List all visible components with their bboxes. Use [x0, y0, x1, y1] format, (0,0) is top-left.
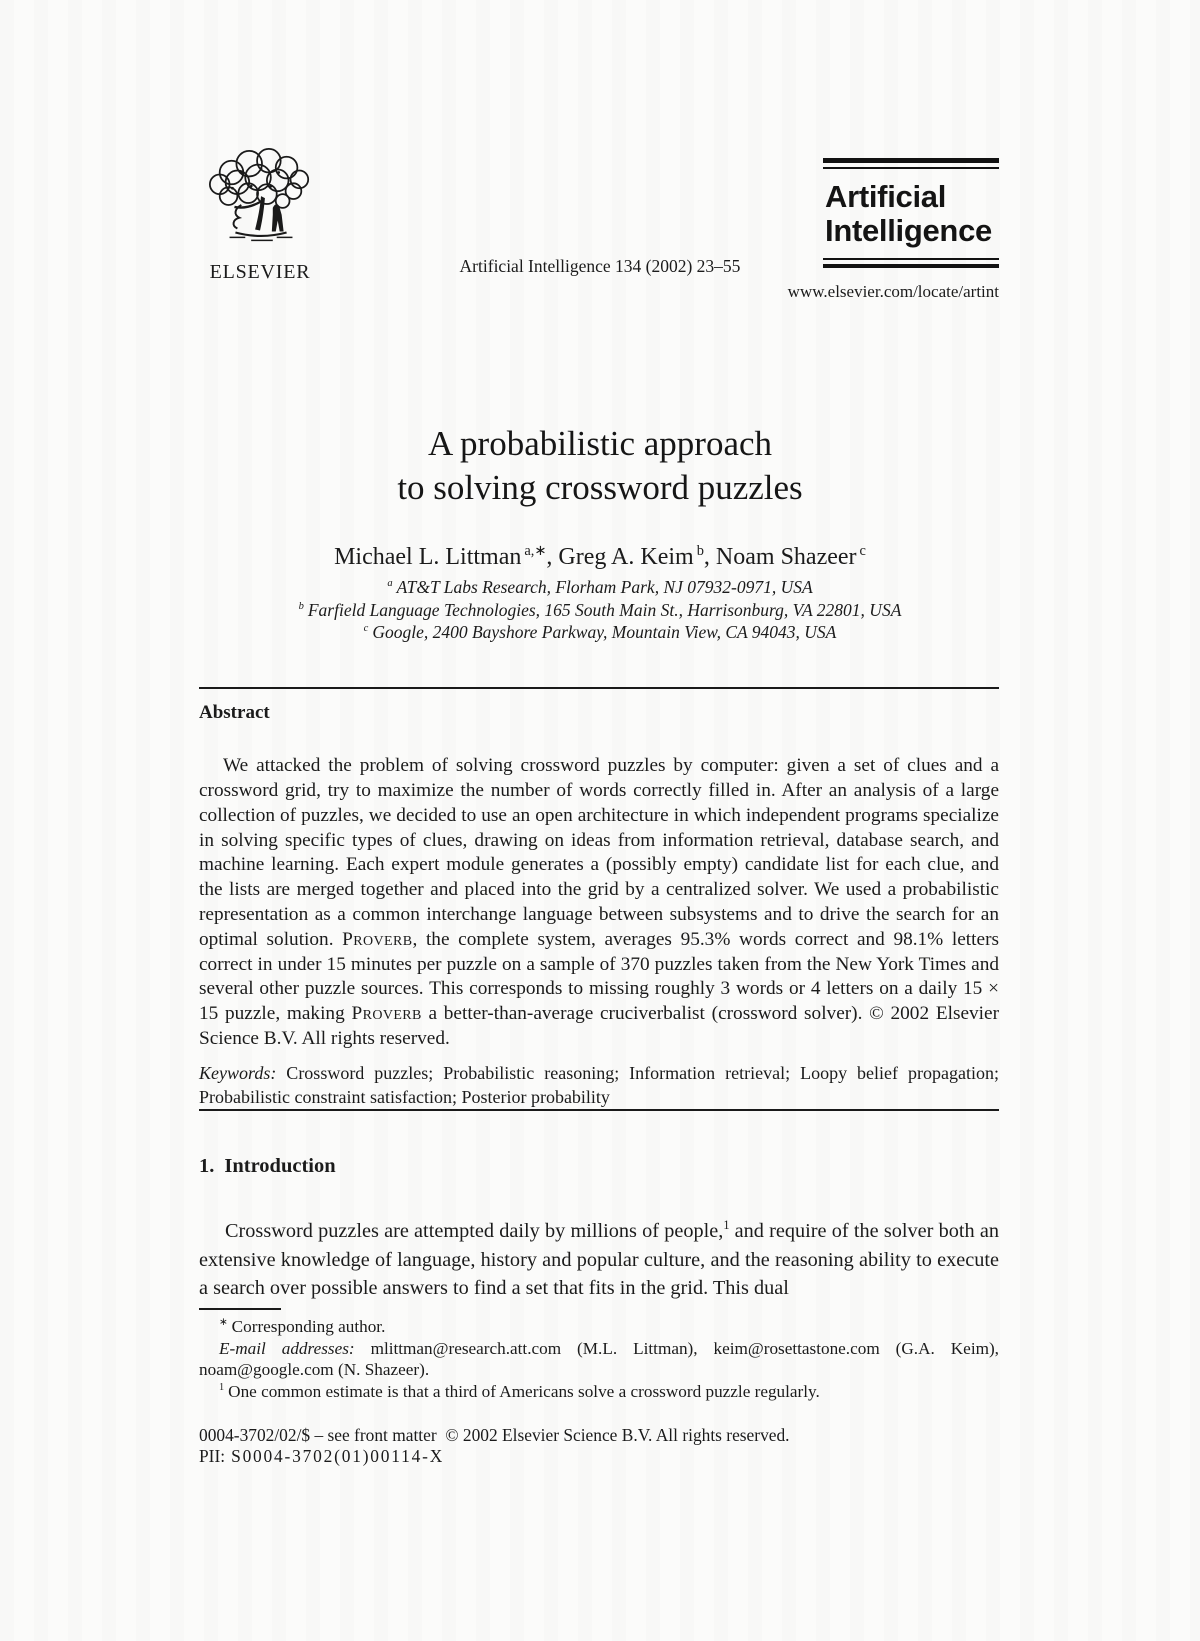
section-title: Introduction	[224, 1155, 336, 1177]
footnotes-block	[199, 1316, 999, 1402]
author-name: Greg A. Keim	[558, 544, 694, 570]
journal-logo-line1: Artificial	[825, 178, 947, 214]
affiliation: $^b$ Farfield Language Technologies, 165 South Main St., Harrisonburg, VA 22801, USA	[298, 599, 902, 620]
journal-website-url: www.elsevier.com/locate/artint	[787, 282, 999, 301]
paper-title-line1: A probabilistic approach	[427, 424, 773, 463]
author-affiliation-mark: c	[859, 543, 866, 559]
author-affiliation-mark: b	[696, 543, 704, 559]
publisher-name: ELSEVIER	[209, 261, 311, 283]
footnote-rule	[199, 1308, 281, 1310]
keywords-line	[199, 1062, 999, 1109]
author-affiliation-mark: a,∗	[524, 543, 547, 559]
abstract-rule-bottom	[199, 1109, 999, 1111]
paper-title-line2: to solving crossword puzzles	[397, 468, 803, 507]
authors-line: Michael L. Littman $^{a,∗}$, Greg A. Keim $^b$, Noam Shazeer $^c$	[334, 543, 866, 570]
journal-logo	[823, 158, 999, 268]
logo-rule-bottom-thick	[823, 264, 999, 269]
imprint-pii-line	[199, 1446, 999, 1467]
footnote-corresponding-author: ∗ Corresponding author.	[219, 1317, 386, 1336]
author-name: Noam Shazeer	[715, 544, 857, 570]
paper-title	[200, 422, 1000, 510]
system-name-proverb: Proverb	[351, 1003, 422, 1025]
journal-logo-line2: Intelligence	[825, 212, 992, 248]
keywords-text: Crossword puzzles; Probabilistic reasoning; Information retrieval; Loopy belief propagation; Probabilistic constraint satisfaction; Posterior probability	[199, 1063, 999, 1107]
abstract-heading: Abstract	[199, 702, 270, 723]
affiliations-block	[200, 576, 1000, 644]
footnote-reference-1: 1	[723, 1218, 730, 1233]
section-heading-introduction	[199, 1155, 336, 1178]
elsevier-tree-logo-icon	[202, 146, 320, 258]
system-name-proverb: Proverb	[342, 928, 413, 950]
affiliation: $^c$ Google, 2400 Bayshore Parkway, Mountain View, CA 94043, USA	[363, 622, 837, 642]
logo-rule-top-thin	[823, 167, 999, 169]
abstract-rule-top	[199, 687, 999, 689]
affiliation: $^a$ AT&T Labs Research, Florham Park, NJ 07932-0971, USA	[387, 577, 813, 597]
keywords-label: Keywords:	[199, 1063, 277, 1083]
imprint-issn-line: 0004-3702/02/$ – see front matter © 2002 Elsevier Science B.V. All rights reserved.	[199, 1425, 790, 1445]
imprint-block	[199, 1425, 999, 1467]
footnote-1: $^1$ One common estimate is that a third of Americans solve a crossword puzzle regularly.	[219, 1381, 820, 1401]
pii-label: PII:	[199, 1446, 226, 1466]
email-addresses-label: E-mail addresses:	[219, 1338, 355, 1358]
section-number: 1.	[199, 1155, 215, 1177]
journal-citation: Artificial Intelligence 134 (2002) 23–55	[459, 256, 741, 276]
abstract-text: We attacked the problem of solving crossword puzzles by computer: given a set of clues and a crossword grid, try to maximize the number of words correctly filled in. After an analysis of a large collection of puzzles, we decided to use an open architecture in which independent programs specialize in solving specific types of clues, drawing on ideas from information retrieval, database search, and machine learning. Each expert module generates a (possibly empty) candidate list for each clue, and the lists are merged together and placed into the grid by a centralized solver. We used a probabilistic representation as a common interchange language between subsystems and to drive the search for an optimal solution. Proverb, the complete system, averages 95.3% words correct and 98.1% letters correct in under 15 minutes per puzzle on a sample of 370 puzzles taken from the New York Times and several other puzzle sources. This corresponds to missing roughly 3 words or 4 letters on a daily 15 × 15 puzzle, making Proverb a better-than-average cruciverbalist (crossword solver). © 2002 Elsevier Science B.V. All rights reserved.	[199, 755, 1000, 1050]
intro-paragraph: Crossword puzzles are attempted daily by millions of people,$^1$ and require of the solver both an extensive knowledge of language, history and popular culture, and the reasoning ability to execute a search over possible answers to find a set that fits in the grid. This dual	[199, 1218, 999, 1299]
author-name: Michael L. Littman	[334, 544, 522, 570]
pii-code: S0004-3702(01)00114-X	[231, 1446, 445, 1466]
footnote-email-addresses: E-mail addresses: mlittman@research.att.com (M.L. Littman), keim@rosettastone.com (G.A. Keim), noam@google.com (N. Shazeer).	[199, 1338, 999, 1380]
